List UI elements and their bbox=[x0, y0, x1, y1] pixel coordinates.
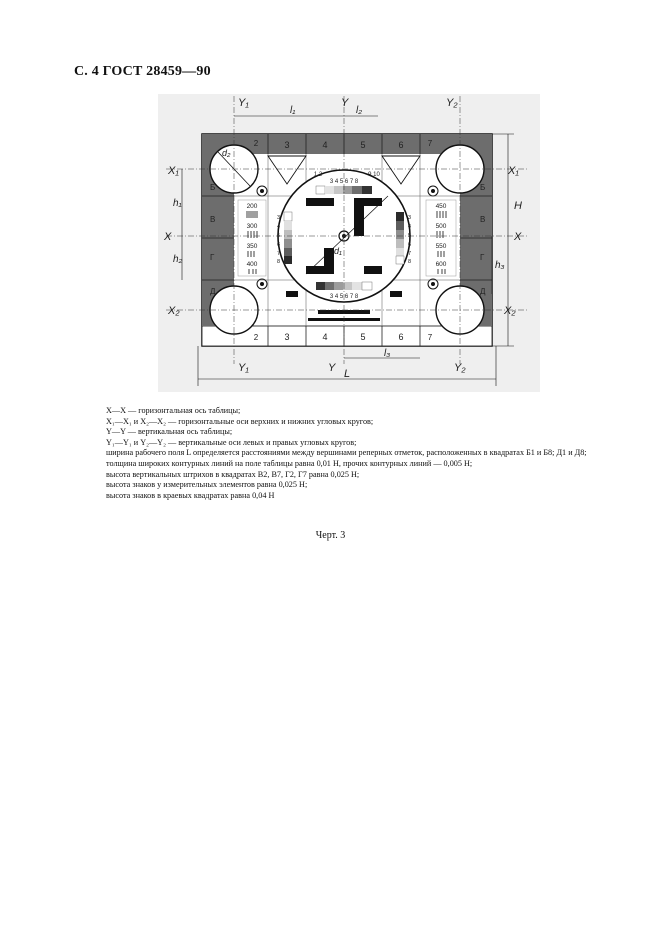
dim-h1: h₁ bbox=[173, 198, 182, 209]
axis-label-x-left: X bbox=[164, 231, 172, 243]
scale-digit: 7 bbox=[276, 251, 280, 257]
axis-label-x1-left: X₁ bbox=[168, 165, 179, 177]
top-corner-label: 7 bbox=[427, 139, 433, 148]
right-number: 550 bbox=[435, 243, 447, 250]
scale-digit: 7 bbox=[408, 251, 412, 257]
desc-line: Y₁—Y₁ и Y₂—Y₂ — вертикальные оси левых и правых угловых кругов; bbox=[106, 437, 357, 447]
scale-digit: 4 bbox=[408, 224, 412, 230]
figure-caption: Черт. 3 bbox=[315, 530, 346, 541]
axis-label-y1-top: Y₁ bbox=[238, 97, 249, 109]
bottom-square-label: 3 bbox=[284, 332, 290, 342]
circle-scale-upper: 3 4 5 6 7 8 bbox=[329, 179, 359, 185]
bottom-square-label: 6 bbox=[398, 332, 404, 342]
left-square-label: Б bbox=[210, 183, 216, 192]
desc-line: ширина рабочего поля L определяется расстояниями между вершинами реперных отметок, расположенных в квадратах Б1 и Б8; Д1 и Д8; bbox=[106, 448, 587, 458]
axis-label-x2-left: X₂ bbox=[168, 305, 180, 317]
test-chart-drawing bbox=[158, 94, 540, 392]
desc-line: высота знаков у измерительных элементов равна 0,025 H; bbox=[106, 480, 308, 490]
left-number: 300 bbox=[246, 223, 258, 230]
left-number: 350 bbox=[246, 243, 258, 250]
axis-label-y2-bottom: Y₂ bbox=[454, 362, 466, 374]
scale-digit: 3 bbox=[408, 215, 412, 221]
top-square-label: 5 bbox=[360, 140, 366, 150]
dim-l2: l₂ bbox=[356, 105, 363, 116]
dim-l3: l₃ bbox=[384, 348, 391, 359]
left-number-block bbox=[238, 200, 266, 276]
top-square-label: 4 bbox=[322, 140, 328, 150]
left-square-label: В bbox=[210, 215, 216, 224]
circle-scale-top: 1 2 bbox=[313, 172, 323, 178]
scale-digit: 5 bbox=[408, 233, 412, 239]
desc-line: X₁—X₁ и X₂—X₂ — горизонтальные оси верхних и нижних угловых кругов; bbox=[106, 416, 374, 426]
bottom-corner-label: 7 bbox=[427, 333, 433, 342]
right-number: 600 bbox=[435, 261, 447, 268]
scale-digit: 8 bbox=[408, 259, 412, 265]
desc-line: высота знаков в краевых квадратах равна 0,04 H bbox=[106, 490, 275, 500]
dim-d2: d₂ bbox=[222, 148, 231, 158]
axis-label-y1-bottom: Y₁ bbox=[238, 362, 249, 374]
scale-digit: 3 bbox=[276, 215, 280, 221]
dim-L: L bbox=[344, 368, 351, 380]
circle-scale-lower: 3 4 5 6 7 8 bbox=[329, 294, 359, 300]
scale-digit: 5 bbox=[276, 233, 280, 239]
dim-h2: h₂ bbox=[173, 254, 183, 265]
right-square-label: Г bbox=[480, 253, 485, 262]
right-number: 500 bbox=[435, 223, 447, 230]
axis-label-y-top: Y bbox=[341, 97, 349, 109]
figure-description bbox=[74, 406, 646, 501]
axis-label-x-right: X bbox=[514, 231, 522, 243]
dim-H: H bbox=[514, 200, 522, 212]
axis-label-y-bottom: Y bbox=[328, 362, 336, 374]
dim-d1: d₁ bbox=[334, 246, 342, 256]
scale-digit: 4 bbox=[276, 224, 280, 230]
dim-l1: l₁ bbox=[290, 105, 296, 116]
axis-label-y2-top: Y₂ bbox=[446, 97, 458, 109]
right-square-label: Д bbox=[480, 287, 486, 296]
top-square-label: 3 bbox=[284, 140, 290, 150]
top-square-label: 6 bbox=[398, 140, 404, 150]
bottom-corner-label: 2 bbox=[253, 333, 259, 342]
scale-digit: 6 bbox=[276, 242, 280, 248]
right-number: 450 bbox=[435, 203, 447, 210]
scale-digit: 8 bbox=[276, 259, 280, 265]
right-square-label: Б bbox=[480, 183, 486, 192]
desc-line: X—X — горизонтальная ось таблицы; bbox=[106, 406, 241, 415]
circle-scale-top-right: 9 10 bbox=[368, 172, 380, 178]
axis-label-x1-right: X₁ bbox=[508, 165, 519, 177]
top-corner-label: 2 bbox=[253, 139, 259, 148]
bottom-square-label: 5 bbox=[360, 332, 366, 342]
axis-label-x2-right: X₂ bbox=[504, 305, 516, 317]
right-number-block bbox=[426, 200, 456, 276]
left-square-label: Д bbox=[210, 287, 216, 296]
right-square-label: В bbox=[480, 215, 486, 224]
left-square-label: Г bbox=[210, 253, 215, 262]
left-number: 200 bbox=[246, 203, 258, 210]
desc-line: высота вертикальных штрихов в квадратах В2, В7, Г2, Г7 равна 0,025 H; bbox=[106, 469, 360, 479]
page-header: С. 4 ГОСТ 28459—90 bbox=[74, 64, 211, 79]
bottom-square-label: 4 bbox=[322, 332, 328, 342]
left-number: 400 bbox=[246, 261, 258, 268]
scale-digit: 6 bbox=[408, 242, 412, 248]
desc-line: Y—Y — вертикальная ось таблицы; bbox=[106, 427, 233, 437]
desc-line: толщина широких контурных линий на поле таблицы равна 0,01 H, прочих контурных линий — 0,005 H; bbox=[106, 458, 473, 468]
dim-h3: h₃ bbox=[495, 260, 505, 271]
